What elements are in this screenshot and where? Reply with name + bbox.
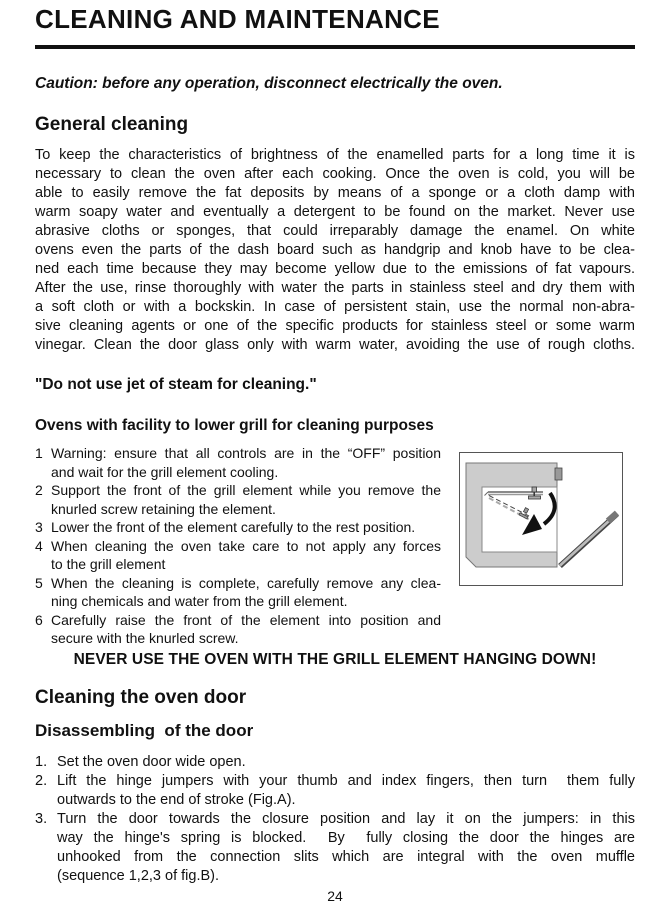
list-item [35, 611, 441, 648]
page-title: CLEANING AND MAINTENANCE [35, 4, 440, 34]
list-item-number: 5 [35, 574, 43, 591]
list-item-number: 3. [35, 810, 48, 827]
list-item-number: 1. [35, 753, 48, 770]
list-item-text [51, 574, 441, 611]
text-line: ning chemicals and water from the grill element. [51, 593, 348, 609]
text-line: Lift the hinge jumpers with your thumb and index fingers, then turn them fully [57, 772, 635, 789]
section-heading-lower-grill: Ovens with facility to lower grill for cleaning purposes [35, 417, 434, 434]
text-line: vinegar. Clean the door glass only with warm water, avoiding the use of rough cloths. [35, 337, 635, 353]
text-line: warm soapy water and eventually a detergent to be found on the market. Never use [35, 204, 635, 220]
knurled-screw-flange [529, 496, 541, 499]
list-item [35, 444, 441, 481]
list-item [35, 753, 635, 772]
grill-hanging-warning: NEVER USE THE OVEN WITH THE GRILL ELEMENT HANGING DOWN! [73, 650, 597, 668]
text-line: and wait for the grill element cooling. [51, 463, 279, 480]
text-line: ovens even the parts of the dash board such as handgrip and knob have to be clea- [35, 242, 635, 258]
list-item-text [57, 810, 635, 886]
text-line: way the hinge's spring is blocked. By fully closing the door the hinges are [57, 829, 635, 846]
caution-note: Caution: before any operation, disconnect electrically the oven. [35, 75, 503, 92]
title-rule [35, 45, 635, 49]
list-item-text [51, 481, 441, 518]
door-disassembling-steps [35, 753, 635, 886]
list-item-number: 6 [35, 611, 43, 628]
section-heading-cleaning-door: Cleaning the oven door [35, 686, 247, 708]
text-line: necessary to clean the oven after each cooking. Once the oven is cold, you will be [35, 166, 635, 182]
list-item-text [51, 537, 441, 574]
list-item-number: 2 [35, 482, 43, 498]
list-item-number: 3 [35, 519, 43, 535]
text-line: knurled screw retaining the element. [51, 500, 276, 517]
text-line: to the grill element [51, 556, 166, 572]
text-line: able to easily remove the fat deposits by means of a sponge or a cloth damp with [35, 185, 635, 201]
steam-warning: "Do not use jet of steam for cleaning." [35, 376, 317, 393]
list-item [35, 772, 635, 810]
text-line: ned each time because they may become yellow due to the emissions of fat vapours. [35, 261, 635, 277]
list-item-number: 2. [35, 772, 48, 789]
list-item-text [57, 772, 635, 810]
general-cleaning-paragraph [35, 146, 635, 355]
knurled-screw-bolt [532, 487, 537, 492]
text-line: a soft cloth or with a bockskin. In case of persistent stain, use the normal non-abra- [35, 299, 635, 315]
text-line: (sequence 1,2,3 of fig.B). [57, 867, 220, 884]
section-heading-general-cleaning: General cleaning [35, 114, 189, 135]
list-item [35, 537, 441, 574]
text-line: When the cleaning is complete, carefully remove any clea- [51, 574, 441, 591]
text-line: Support the front of the grill element while you remove the [51, 482, 441, 498]
text-line: sive cleaning agents or one of the specific products for stainless steel or some warm [35, 318, 635, 334]
grill-cleaning-steps [35, 444, 441, 648]
text-line: secure with the knurled screw. [51, 630, 239, 646]
list-item-text [51, 444, 441, 481]
list-item [35, 574, 441, 611]
list-item-number: 1 [35, 445, 43, 461]
text-line: When cleaning the oven take care to not apply any forces [51, 537, 441, 554]
page-number: 24 [327, 887, 343, 904]
list-item [35, 810, 635, 886]
text-line: Carefully raise the front of the element into position and [51, 611, 441, 628]
oven-grill-lowering-diagram [459, 452, 623, 586]
subheading-disassembling-door: Disassembling of the door [35, 720, 254, 740]
text-line: Lower the front of the element carefully to the rest position. [51, 519, 416, 535]
hinge-tab [555, 468, 562, 480]
text-line: abrasive cloths or sponges, that could irreparably damage the enamel. On white [35, 223, 635, 239]
text-line: unhooked from the connection slits which are integral with the oven muffle [57, 848, 635, 865]
text-line: After the use, rinse thoroughly with water the parts in stainless steel and dry them with [35, 280, 635, 296]
text-line: To keep the characteristics of brightness of the enamelled parts for a long time it is [35, 147, 635, 163]
list-item-text [57, 753, 635, 772]
grill-lowering-figure [459, 452, 623, 586]
text-line: Set the oven door wide open. [57, 753, 246, 770]
list-item [35, 481, 441, 518]
list-item [35, 518, 441, 537]
list-item-number: 4 [35, 537, 43, 554]
text-line: Warning: ensure that all controls are in the “OFF” position [51, 445, 441, 461]
grill-instructions-row [35, 444, 635, 648]
text-line: Turn the door towards the closure position and lay it on the jumpers: in this [57, 810, 635, 827]
oven-cavity [482, 487, 557, 552]
text-line: outwards to the end of stroke (Fig.A). [57, 791, 296, 808]
list-item-text [51, 611, 441, 648]
list-item-text [51, 518, 441, 537]
